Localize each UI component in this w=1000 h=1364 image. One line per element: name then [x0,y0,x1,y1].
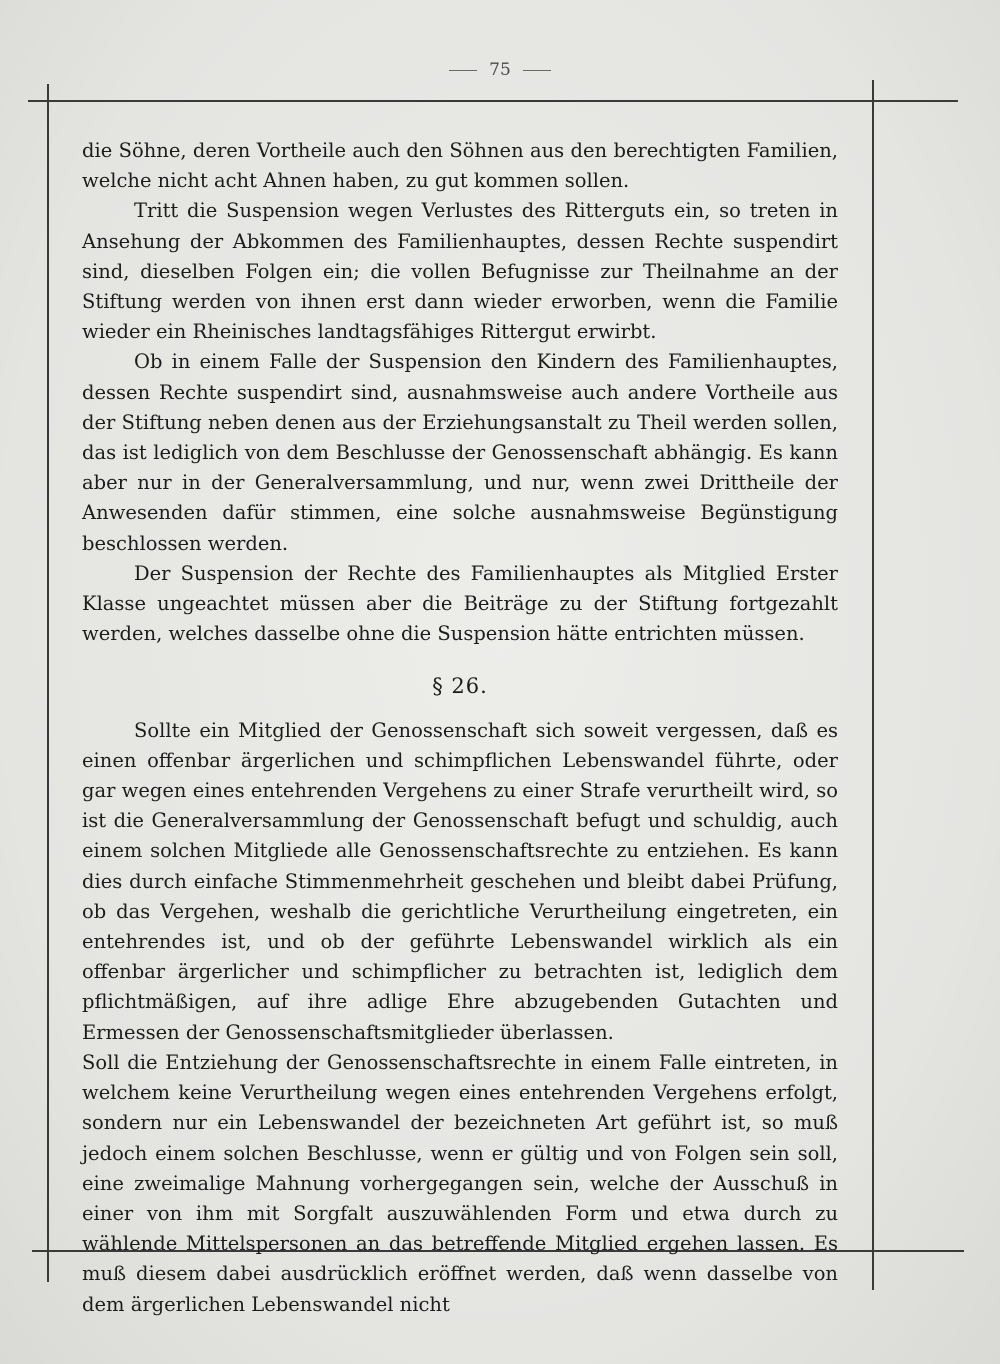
paragraph: Sollte ein Mitglied der Genossenschaft sich soweit vergessen, daß es einen offenbar ärgerlichen und schimpflichen Lebenswandel führte, oder gar wegen eines entehrenden Vergehens zu einer Strafe verurtheilt wird, so ist die Generalversammlung der Genossenschaft befugt und schuldig, auch einem solchen Mitgliede alle Genossenschaftsrechte zu entziehen. Es kann dies durch einfache Stimmenmehrheit geschehen und bleibt dabei Prüfung, ob das Vergehen, weshalb die gerichtliche Verurtheilung eingetreten, ein entehrendes ist, und ob der geführte Lebenswandel wirklich als ein offenbar ärgerlicher und schimpflicher zu betrachten ist, lediglich dem pflichtmäßigen, auf ihre adlige Ehre abzugebenden Gutachten und Ermessen der Genossenschaftsmitglieder überlassen. [82,718,838,1044]
paragraph: Soll die Entziehung der Genossenschaftsrechte in einem Falle eintreten, in welchem keine Verurtheilung wegen eines entehrenden Vergehens erfolgt, sondern nur ein Lebenswandel der bezeichneten Art geführt ist, so muß jedoch einem solchen Beschlusse, wenn er gültig und von Folgen sein soll, eine zweimalige Mahnung vorhergegangen sein, welche der Ausschuß in einer von ihm mit Sorgfalt auszuwählenden Form und etwa durch zu wählende Mittelspersonen an das betreffende Mitglied ergehen lassen. Es muß diesem dabei ausdrücklich eröffnet werden, daß wenn dasselbe von dem ärgerlichen Lebenswandel nicht [82,1050,838,1316]
paragraph: die Söhne, deren Vortheile auch den Söhnen aus den berechtigten Familien, welche nicht acht Ahnen haben, zu gut kommen sollen. [82,139,838,193]
page-number: 75 [489,60,511,80]
header-dash-right [523,70,551,71]
frame-line-left [47,84,49,1282]
section-heading: § 26. [432,674,488,699]
page-header [0,60,1000,80]
header-dash-left [449,70,477,71]
paragraph: Tritt die Suspension wegen Verlustes des Ritterguts ein, so treten in Ansehung der Abkommen des Familienhauptes, dessen Rechte suspendirt sind, dieselben Folgen ein; die vollen Befugnisse zur Theilnahme an der Stiftung werden von ihnen erst dann wieder erworben, wenn die Familie wieder ein Rheinisches landtagsfähiges Rittergut erwirbt. [82,199,838,344]
body-text [82,136,838,1320]
frame-line-right [872,80,874,1290]
paragraph: Der Suspension der Rechte des Familienhauptes als Mitglied Erster Klasse ungeachtet müssen aber die Beiträge zu der Stiftung fortgezahlt werden, welches dasselbe ohne die Suspension hätte entrichten müssen. [82,561,838,646]
frame-line-top [28,100,958,102]
paragraph: Ob in einem Falle der Suspension den Kindern des Familienhauptes, dessen Rechte suspendirt sind, ausnahmsweise auch andere Vortheile aus der Stiftung neben denen aus der Erziehungsanstalt zu Theil werden sollen, das ist lediglich von dem Beschlusse der Genossenschaft abhängig. Es kann aber nur in der Generalversammlung, und nur, wenn zwei Drittheile der Anwesenden dafür stimmen, eine solche ausnahmsweise Begünstigung beschlossen werden. [82,350,838,555]
